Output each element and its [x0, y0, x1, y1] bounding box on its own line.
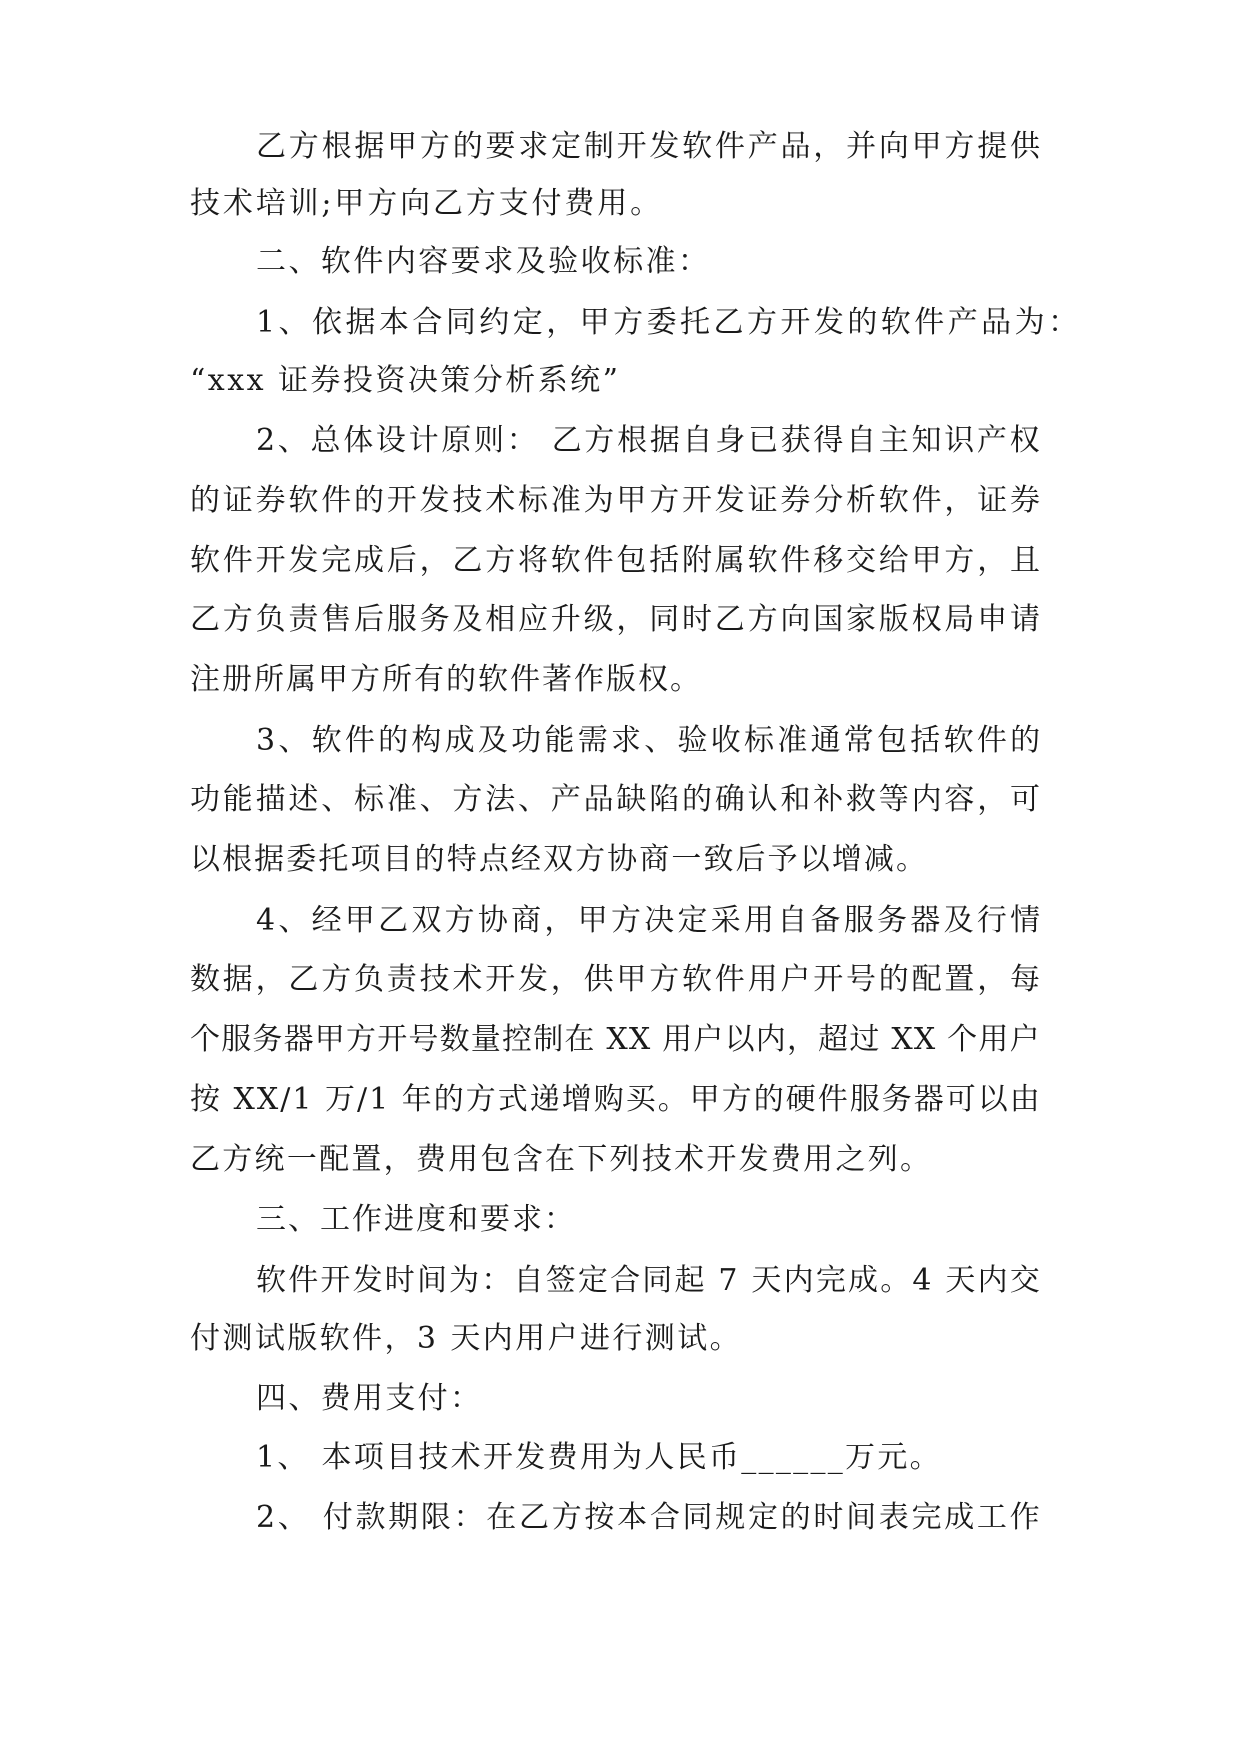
paragraph-line: 1、 本项目技术开发费用为人民币______万元。: [256, 1440, 942, 1475]
paragraph-line: 软件开发完成后，乙方将软件包括附属软件移交给甲方，且: [190, 543, 1043, 578]
paragraph-line: 功能描述、标准、方法、产品缺陷的确认和补救等内容，可: [190, 782, 1043, 817]
section-heading: 四、费用支付：: [256, 1381, 483, 1416]
section-heading: 三、工作进度和要求：: [256, 1202, 576, 1237]
paragraph-line: 的证券软件的开发技术标准为甲方开发证券分析软件，证券: [190, 483, 1043, 518]
paragraph-line: 2、总体设计原则： 乙方根据自身已获得自主知识产权: [256, 423, 1043, 458]
paragraph-line: 付测试版软件，3 天内用户进行测试。: [190, 1321, 743, 1356]
section-heading: 二、软件内容要求及验收标准：: [256, 244, 711, 279]
paragraph-line: 按 XX/1 万/1 年的方式递增购买。甲方的硬件服务器可以由: [190, 1082, 1042, 1117]
paragraph-line: 乙方统一配置，费用包含在下列技术开发费用之列。: [190, 1142, 933, 1177]
paragraph-line: 技术培训;甲方向乙方支付费用。: [190, 186, 663, 221]
paragraph-line: 1、依据本合同约定，甲方委托乙方开发的软件产品为：: [256, 305, 1082, 340]
paragraph-line: 3、软件的构成及功能需求、验收标准通常包括软件的: [256, 723, 1044, 758]
paragraph-line: 2、 付款期限：在乙方按本合同规定的时间表完成工作: [256, 1500, 1043, 1535]
paragraph-line: “xxx 证券投资决策分析系统”: [190, 363, 621, 398]
paragraph-line: 数据，乙方负责技术开发，供甲方软件用户开号的配置，每: [190, 962, 1043, 997]
paragraph-line: 乙方根据甲方的要求定制开发软件产品，并向甲方提供: [256, 129, 1043, 164]
paragraph-line: 以根据委托项目的特点经双方协商一致后予以增减。: [190, 842, 929, 877]
paragraph-line: 4、经甲乙双方协商，甲方决定采用自备服务器及行情: [256, 903, 1044, 938]
paragraph-line: 软件开发时间为：自签定合同起 7 天内完成。4 天内交: [256, 1263, 1042, 1298]
paragraph-line: 注册所属甲方所有的软件著作版权。: [190, 662, 702, 697]
paragraph-line: 个服务器甲方开号数量控制在 XX 用户以内，超过 XX 个用户: [190, 1022, 1041, 1057]
paragraph-line: 乙方负责售后服务及相应升级，同时乙方向国家版权局申请: [190, 602, 1043, 637]
